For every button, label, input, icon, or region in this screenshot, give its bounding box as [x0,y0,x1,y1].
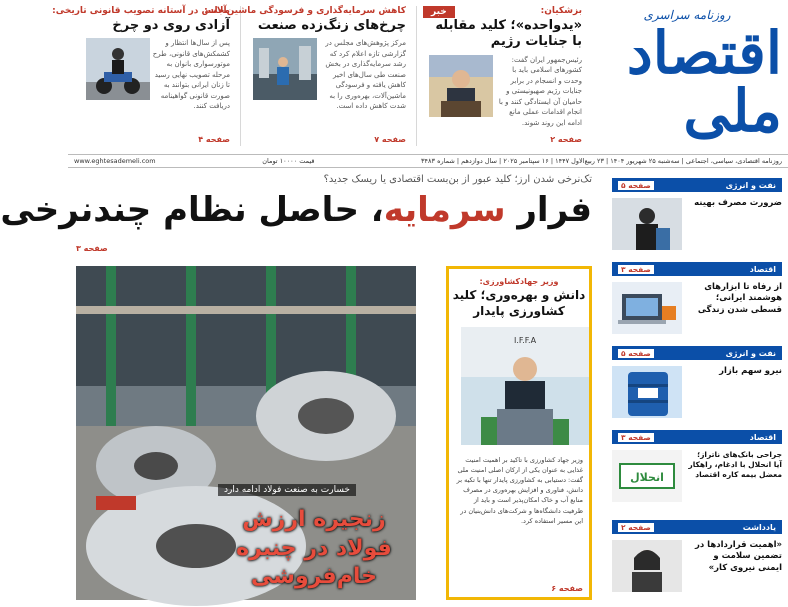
minister-title: دانش و بهره‌وری؛ کلید کشاورزی پایدار [452,288,586,318]
author-photo [612,540,682,592]
teaser-body: رئیس‌جمهور ایران گفت: کشورهای اسلامی باید با وحدت و انسجام در برابر جنایات رژیم صهیونیستی و حامیان آن ایستادگی کنند و با انجام اقدامات عملی مانع ادامه این روند شوند. [498,55,582,127]
website-link[interactable]: www.eghtesademeli.com [74,157,156,165]
teaser-kicker: مجلس در آستانه تصویب قانونی تاریخی: [52,6,230,16]
rc-item-energy-2[interactable] [612,346,782,426]
rc-text: از رفاه تا ابزارهای هوشمند ایرانی؛ قسطی شدن زندگی [697,282,782,315]
rc-section: نفت و انرژی [725,348,776,358]
teaser-title: «یدواحده»؛ کلید مقابله با جنایات رژیم [435,18,582,50]
minister-body: وزیر جهاد کشاورزی با تاکید بر اهمیت امنیت غذایی به عنوان یکی از ارکان اصلی امنیت ملی گفت: دستیابی به کشاورزی پایدار تنها با تکیه بر دانش، فناوری و افزایش بهره‌وری در مصرف منابع آب و خاک امکان‌پذیر است و باید از ظرفیت دانشگاه‌ها و شرکت‌های دانش‌بنیان در این مسیر استفاده کرد. [456,456,583,525]
minister-photo [461,327,589,445]
teaser-motorcycle[interactable] [52,6,236,146]
rc-section: نفت و انرژی [725,180,776,190]
rc-section: یادداشت [742,522,776,532]
main-headline[interactable]: فرار سرمایه، حاصل نظام چندنرخی [0,190,592,230]
dissolution-sign-photo [612,450,682,502]
teaser-kicker: بزشکیان: [540,6,582,16]
laptop-cart-photo [612,282,682,334]
headline-page[interactable]: صفحه ۳ [76,244,108,253]
minister-box[interactable] [446,266,592,600]
teaser-pezeshkian[interactable] [416,6,588,146]
news-ribbon: خبر [423,6,455,18]
minister-kicker: وزیر جهادکشاورزی: [479,277,559,286]
teaser-body: مرکز پژوهش‌های مجلس در گزارشی تازه اعلام کرد که رشد سرمایه‌گذاری در بخش صنعت طی سال‌های اخیر کاهش یافته و فرسودگی ماشین‌آلات، بهره‌وری را به شدت کاهش داده است. [325,39,406,111]
masthead-logo: اقتصاد ملی [626,19,782,145]
price: قیمت ۱۰۰۰۰ تومان [262,157,315,165]
speaker-photo [612,198,682,250]
photo-caption-kicker: خسارت به صنعت فولاد ادامه دارد [218,484,356,496]
rc-text: جراحی بانک‌های ناتراز؛ آیا انحلال با ادغام، راهکار معضل بیمه کاره اقتصاد [688,450,782,480]
rc-text: «اهمیت قراردادها در تضمین سلامت و ایمنی نیروی کار» [694,540,782,573]
rc-page[interactable]: صفحه ۳ [618,265,654,274]
headline-highlight: سرمایه [383,190,506,230]
teaser-page[interactable]: صفحه ۲ [550,135,582,144]
teaser-page[interactable]: صفحه ۴ [198,135,230,144]
rc-item-economy-1[interactable] [612,262,782,342]
meta-bar [68,154,788,168]
rc-item-energy-1[interactable] [612,178,782,258]
teaser-title: آزادی روی دو چرخ [112,18,230,33]
rc-item-note[interactable] [612,520,782,604]
rc-item-economy-2[interactable] [612,430,782,516]
teaser-kicker: کاهش سرمایه‌گذاری و فرسودگی ماشین‌آلات: [204,6,406,16]
oil-barrel-photo [612,366,682,418]
issue-info: روزنامه اقتصادی، سیاسی، اجتماعی | سه‌شنبه ۲۵ شهریور ۱۴۰۴ | ۲۳ ربیع‌الاول ۱۴۴۷ | ۱۶ سپتامبر ۲۰۲۵ | سال دوازدهم | شماره ۳۴۸۳ [421,157,782,165]
rc-page[interactable]: صفحه ۵ [618,181,654,190]
rc-section: اقتصاد [749,264,776,274]
photo-caption-title[interactable]: زنجیره ارزش فولاد در چنبره خام‌فروشی [236,507,392,590]
president-photo [429,55,493,117]
rc-text: ضرورت مصرف بهینه [694,198,782,208]
masthead-slogan: روزنامه سراسری [643,8,731,22]
dissolution-sign-text: انحلال [630,471,664,484]
headline-supra: تک‌نرخی شدن ارز؛ کلید عبور از بن‌بست اقتصادی یا ریسک جدید؟ [323,174,592,185]
rc-page[interactable]: صفحه ۲ [618,523,654,532]
motorcycle-photo [86,38,150,100]
masthead[interactable] [592,4,782,144]
teaser-body: پس از سال‌ها انتظار و کشمکش‌های قانونی، طرح موتورسواری بانوان به مرحله تصویب نهایی رسید تا زنان ایرانی بتوانند به صورت قانونی گواهینامه دریافت کنند. [152,39,230,111]
rc-page[interactable]: صفحه ۳ [618,433,654,442]
rc-page[interactable]: صفحه ۵ [618,349,654,358]
rc-text: نیرو سهم بازار [719,366,782,376]
teaser-page[interactable]: صفحه ۷ [374,135,406,144]
rc-section: اقتصاد [749,432,776,442]
factory-worker-photo [253,38,317,100]
teaser-title: چرخ‌های زنگ‌زده صنعت [257,18,406,33]
minister-page[interactable]: صفحه ۶ [551,584,583,593]
podium-sign: I.F.F.A [513,336,537,346]
